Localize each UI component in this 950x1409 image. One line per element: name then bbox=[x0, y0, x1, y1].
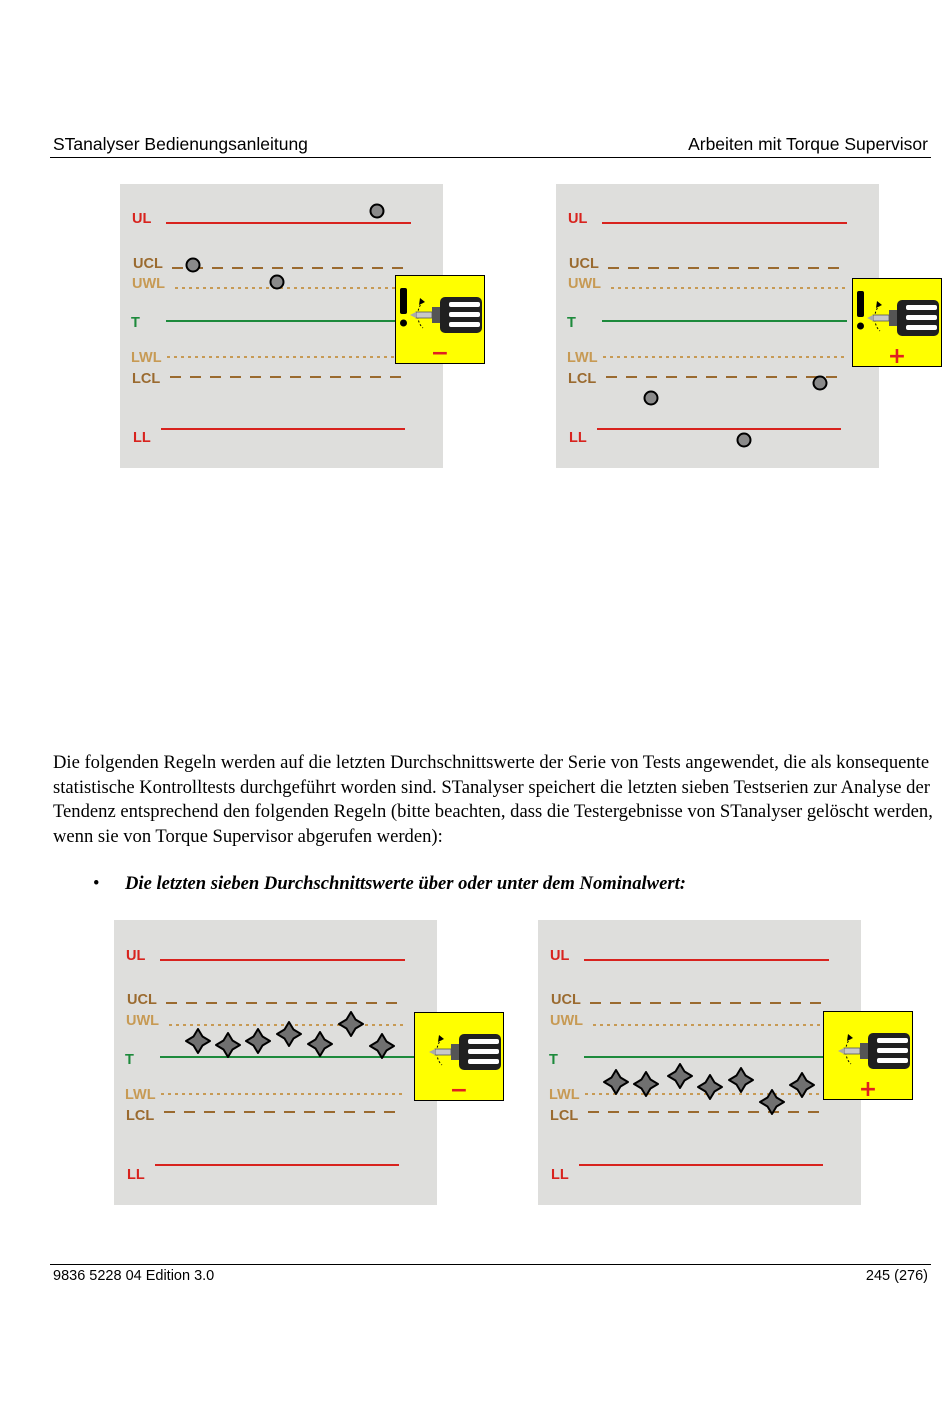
tool-adjust-box-3 bbox=[414, 1012, 504, 1101]
adjust-sign: − bbox=[449, 1078, 469, 1099]
label-ll: LL bbox=[133, 430, 151, 446]
adjust-sign: + bbox=[887, 344, 907, 365]
label-ul: UL bbox=[568, 211, 588, 227]
header-title: STanalyser Bedienungsanleitung bbox=[53, 134, 308, 154]
label-lcl: LCL bbox=[550, 1108, 579, 1124]
bullet-item: Die letzten sieben Durchschnittswerte über oder unter dem Nominalwert: bbox=[125, 873, 686, 894]
label-t: T bbox=[131, 315, 140, 331]
control-chart-2 bbox=[556, 184, 879, 468]
control-chart-panel-2 bbox=[556, 184, 879, 468]
data-point bbox=[308, 1032, 332, 1056]
data-point bbox=[246, 1029, 270, 1053]
label-t: T bbox=[125, 1052, 134, 1068]
data-point bbox=[738, 434, 751, 447]
tool-adjust-box-2 bbox=[852, 278, 942, 367]
data-point bbox=[698, 1075, 722, 1099]
label-ll: LL bbox=[551, 1167, 569, 1183]
label-ucl: UCL bbox=[127, 992, 157, 1008]
data-point bbox=[339, 1012, 363, 1036]
control-chart-4 bbox=[538, 920, 861, 1205]
label-lwl: LWL bbox=[549, 1087, 580, 1103]
control-chart-panel-4 bbox=[538, 920, 861, 1205]
label-lwl: LWL bbox=[567, 350, 598, 366]
screwdriver-increase-icon bbox=[853, 279, 940, 365]
footer-page-number: 245 (276) bbox=[865, 1268, 928, 1284]
label-ul: UL bbox=[550, 948, 570, 964]
data-point bbox=[216, 1033, 240, 1057]
label-ul: UL bbox=[132, 211, 152, 227]
label-ll: LL bbox=[127, 1167, 145, 1183]
label-ucl: UCL bbox=[569, 256, 599, 272]
adjust-sign: − bbox=[430, 341, 450, 362]
screwdriver-decrease-icon bbox=[396, 276, 483, 362]
label-lwl: LWL bbox=[125, 1087, 156, 1103]
data-point bbox=[760, 1090, 784, 1114]
tool-adjust-box-4 bbox=[823, 1011, 913, 1100]
data-point bbox=[371, 205, 384, 218]
label-ul: UL bbox=[126, 948, 146, 964]
label-ucl: UCL bbox=[133, 256, 163, 272]
label-lwl: LWL bbox=[131, 350, 162, 366]
label-ucl: UCL bbox=[551, 992, 581, 1008]
label-uwl: UWL bbox=[568, 276, 602, 292]
data-point bbox=[370, 1034, 394, 1058]
footer-rule bbox=[50, 1264, 931, 1265]
label-uwl: UWL bbox=[126, 1013, 160, 1029]
data-point bbox=[271, 276, 284, 289]
tool-adjust-box-1 bbox=[395, 275, 485, 364]
label-uwl: UWL bbox=[550, 1013, 584, 1029]
control-chart-panel-3 bbox=[114, 920, 437, 1205]
footer-doc-number: 9836 5228 04 Edition 3.0 bbox=[53, 1268, 215, 1284]
header-rule bbox=[50, 157, 931, 158]
screwdriver-increase-icon bbox=[824, 1012, 911, 1098]
data-point bbox=[729, 1068, 753, 1092]
control-chart-3 bbox=[114, 920, 437, 1205]
label-lcl: LCL bbox=[126, 1108, 155, 1124]
label-uwl: UWL bbox=[132, 276, 166, 292]
data-point bbox=[604, 1070, 628, 1094]
rules-paragraph: Die folgenden Regeln werden auf die letzten Durchschnittswerte der Serie von Tests angewendet, die als konsequente statistische Kontrolltests durchgeführt worden sind. STanalyser speichert die letzten sieben Testserien zur Analyse der Tendenz entsprechend den folgenden Regeln (bitte beachten, dass die Testergebnisse von STanalyser gelöscht werden, wenn sie von Torque Supervisor abgerufen werden): bbox=[53, 752, 933, 847]
header-section: Arbeiten mit Torque Supervisor bbox=[688, 134, 928, 154]
bullet-marker: • bbox=[93, 873, 100, 894]
label-lcl: LCL bbox=[132, 371, 161, 387]
data-point bbox=[634, 1072, 658, 1096]
label-t: T bbox=[549, 1052, 558, 1068]
data-point bbox=[187, 259, 200, 272]
label-t: T bbox=[567, 315, 576, 331]
data-point bbox=[814, 377, 827, 390]
data-point bbox=[645, 392, 658, 405]
data-point bbox=[186, 1029, 210, 1053]
adjust-sign: + bbox=[858, 1077, 878, 1098]
screwdriver-decrease-icon bbox=[415, 1013, 502, 1099]
data-point bbox=[668, 1064, 692, 1088]
label-ll: LL bbox=[569, 430, 587, 446]
label-lcl: LCL bbox=[568, 371, 597, 387]
